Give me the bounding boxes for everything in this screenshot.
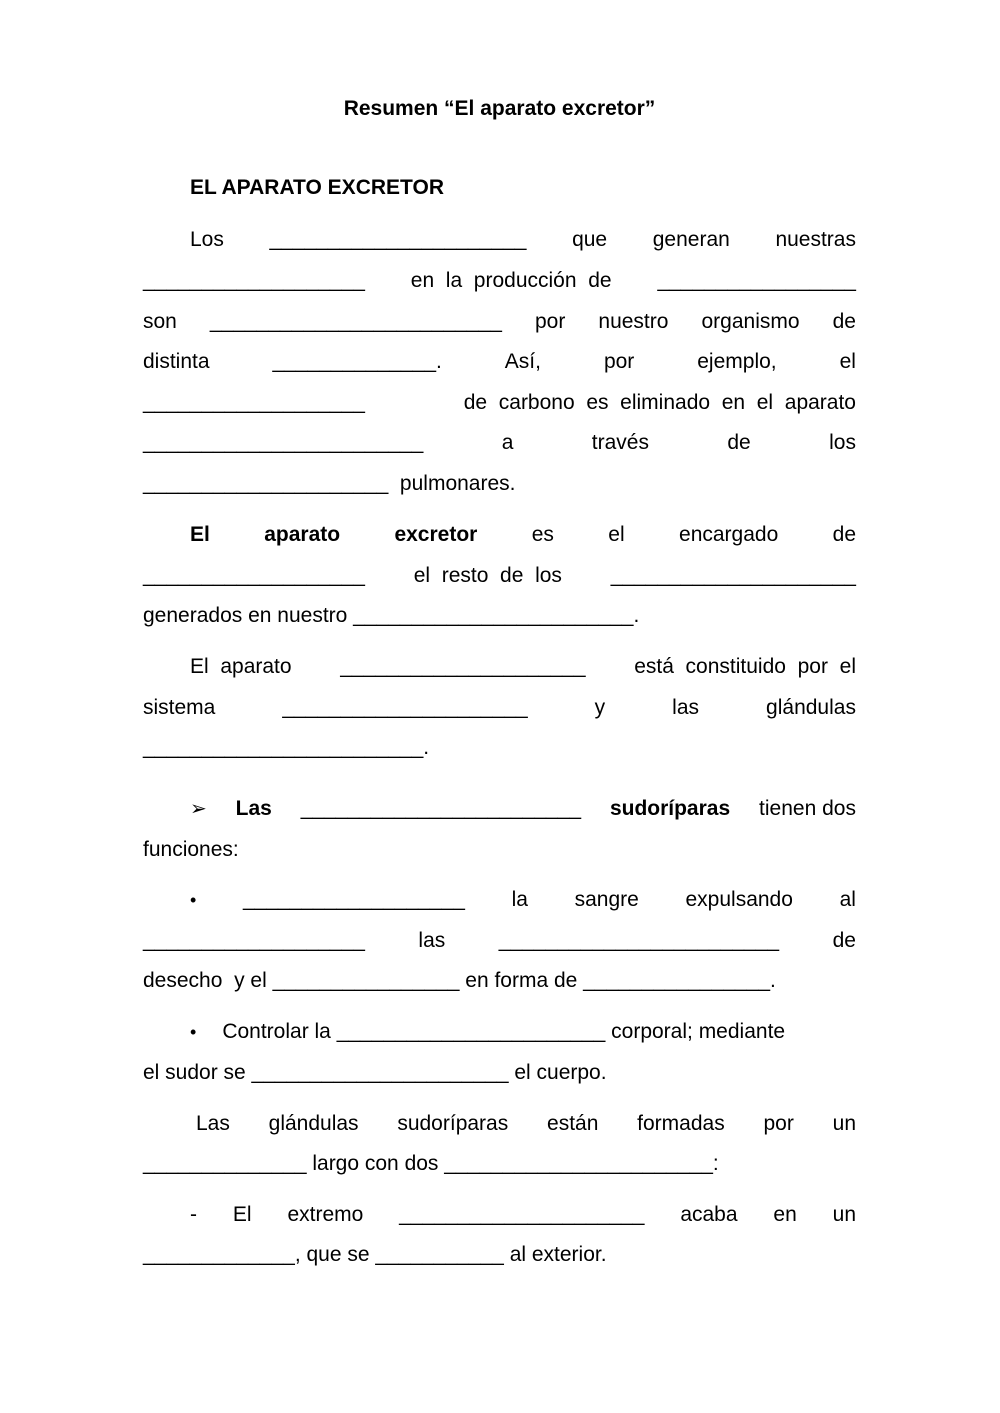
blank-field[interactable]: _____________________ <box>282 696 528 719</box>
p1-line-2: ___________________ en la producción de _________________ <box>143 269 856 292</box>
blank-field[interactable]: ___________________ <box>143 269 365 292</box>
blank-field[interactable]: ___________________ <box>242 888 465 911</box>
bullet2-line-2: el sudor se ______________________ el cuerpo. <box>143 1061 607 1084</box>
section-heading: EL APARATO EXCRETOR <box>190 176 444 199</box>
p3-line-3 <box>143 735 856 761</box>
bullet-icon: • <box>190 890 197 910</box>
p5-line-1: Las glándulas sudoríparas están formadas por un <box>196 1112 856 1135</box>
bullet-icon: • <box>190 1022 197 1042</box>
blank-field[interactable]: ________________________ <box>498 929 780 952</box>
document-title: Resumen “El aparato excretor” <box>343 97 656 120</box>
blank-field[interactable]: ________________________ <box>143 431 424 454</box>
p6-line-2: _____________, que se ___________ al exterior. <box>143 1243 607 1266</box>
p1-line-6: ________________________ a través de los <box>143 431 856 454</box>
p3-line-1: El aparato _____________________ está constituido por el <box>190 655 856 678</box>
blank-field[interactable]: ___________________ <box>143 391 365 414</box>
p1-line-7: _____________________ pulmonares. <box>143 472 516 495</box>
p3-line-2: sistema _____________________ y las glándulas <box>143 696 856 719</box>
blank-field[interactable]: ________________________. <box>143 736 430 759</box>
p2-line-1: El aparato excretor es el encargado de <box>190 523 856 546</box>
p1-line-3: son _________________________ por nuestro organismo de <box>143 310 856 333</box>
blank-field[interactable]: _________________ <box>657 269 856 292</box>
p1-line-4: distinta ______________. Así, por ejemplo, el <box>143 350 856 373</box>
blank-field[interactable]: _________________________ <box>209 310 502 333</box>
p2-line-3: generados en nuestro ________________________. <box>143 604 640 627</box>
blank-field[interactable]: _____________________ <box>610 564 856 587</box>
blank-field[interactable]: _____________________ <box>399 1203 645 1226</box>
p2-line-2: ___________________ el resto de los _____________________ <box>143 564 856 587</box>
p1-line-1: Los ______________________ que generan nuestras <box>190 228 856 251</box>
p5-line-2: ______________ largo con dos _______________________: <box>143 1152 719 1175</box>
arrow-item-line-2: funciones: <box>143 838 239 861</box>
p1-line-5: ___________________ de carbono es eliminado en el aparato <box>143 391 856 414</box>
arrow-bullet-icon: ➢ <box>190 798 207 820</box>
bullet1-line-1: • ___________________ la sangre expulsando al <box>190 888 856 911</box>
bullet1-line-3: desecho y el ________________ en forma de ________________. <box>143 969 776 992</box>
blank-field[interactable]: ___________________ <box>143 564 365 587</box>
p6-line-1: - El extremo _____________________ acaba en un <box>190 1203 856 1226</box>
blank-field[interactable]: ______________________ <box>269 228 527 251</box>
blank-field[interactable]: ______________. <box>272 350 442 373</box>
blank-field[interactable]: ________________________ <box>300 797 582 820</box>
blank-field[interactable]: _____________________ <box>340 655 586 678</box>
arrow-item-line-1: ➢ Las ________________________ sudoríparas tienen dos <box>190 797 856 820</box>
bullet2-line-1: • Controlar la _______________________ corporal; mediante <box>190 1020 786 1043</box>
bullet1-line-2: ___________________ las ________________________ de <box>143 929 856 952</box>
blank-field[interactable]: ___________________ <box>143 929 365 952</box>
